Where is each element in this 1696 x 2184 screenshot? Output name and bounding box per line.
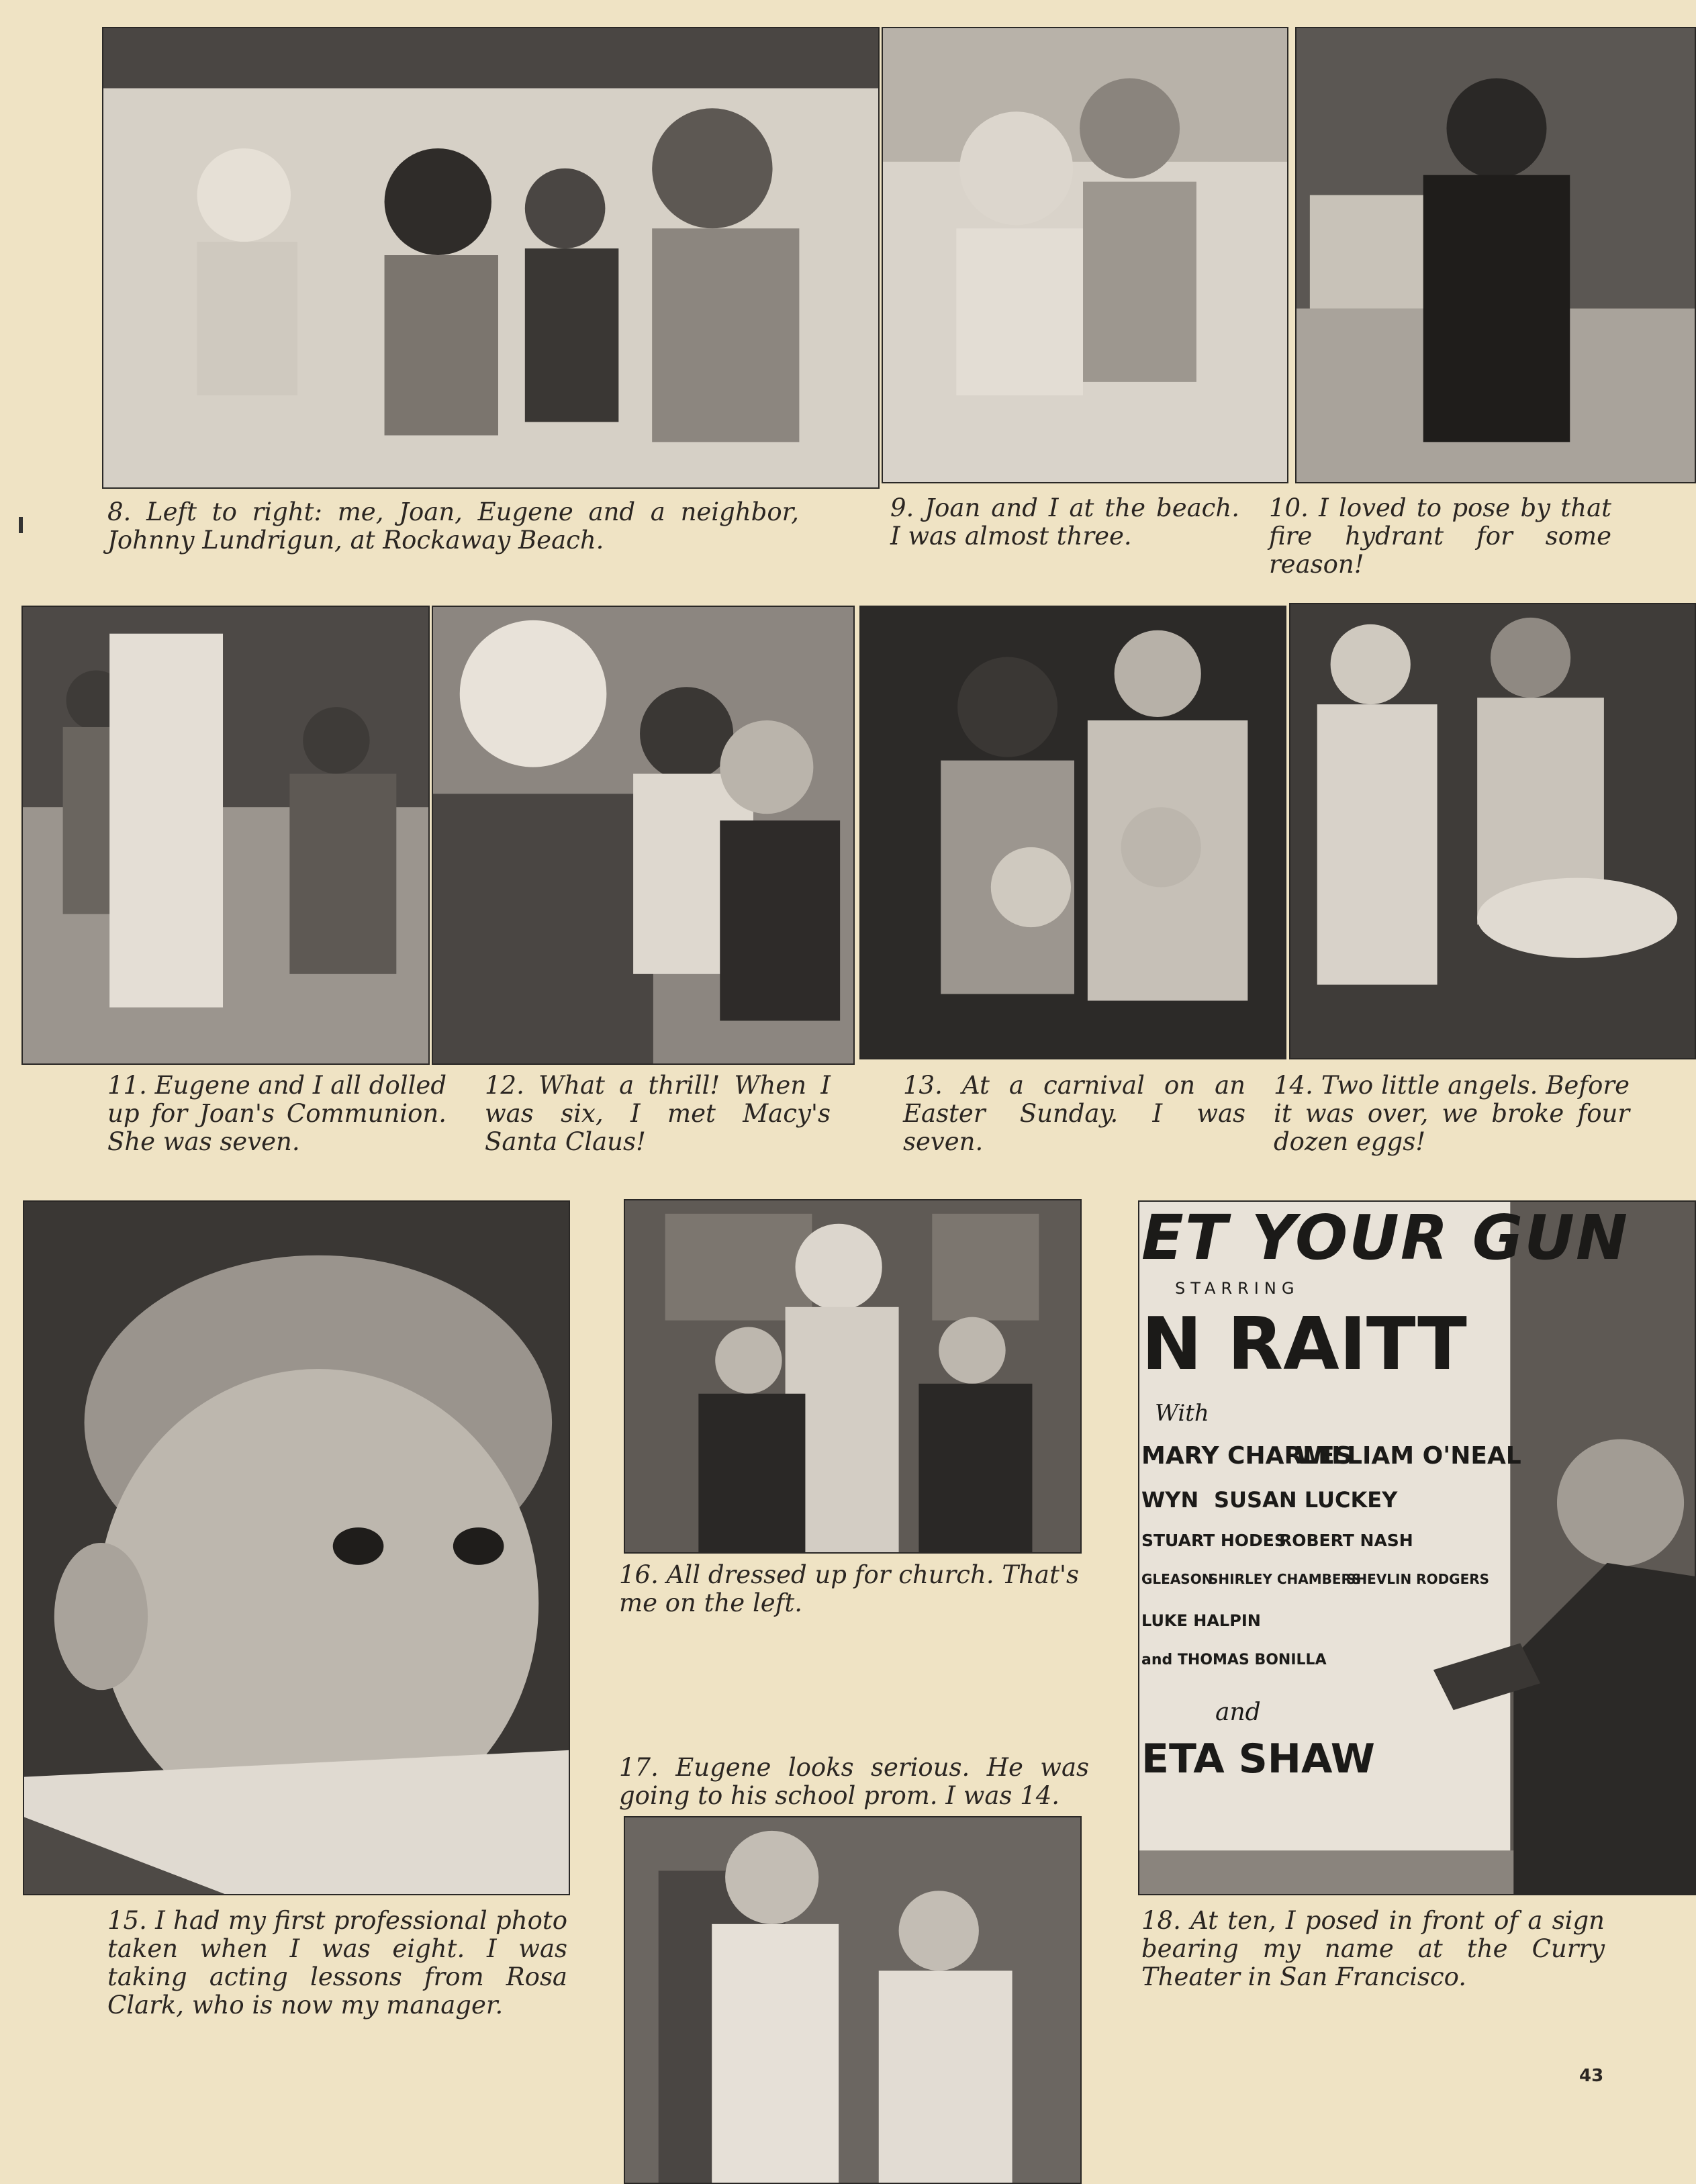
caption-10: 10. I loved to pose by that fire hydrant for some reason! [1269, 493, 1611, 579]
photo-8-beach-group [102, 27, 880, 489]
caption-12: 12. What a thrill! When I was six, I met Macy's Santa Claus! [485, 1071, 831, 1156]
photo-14-easter-eggs [1289, 603, 1696, 1059]
poster-star: N RAITT [1141, 1302, 1467, 1386]
photo-11-communion [21, 606, 430, 1065]
poster-row4c: SHEVLIN RODGERS [1346, 1571, 1490, 1587]
poster-title: ET YOUR GUN [1141, 1202, 1629, 1274]
photo-17-prom [624, 1816, 1082, 2184]
caption-13: 13. At a carnival on an Easter Sunday. I was seven. [903, 1071, 1245, 1156]
photo-15-portrait [23, 1200, 570, 1895]
caption-16: 16. All dressed up for church. That's me on the left. [619, 1560, 1079, 1617]
poster-row2a: WYN [1141, 1487, 1199, 1513]
poster-row4a: GLEASON [1141, 1571, 1213, 1587]
caption-9: 9. Joan and I at the beach. I was almost three. [890, 493, 1239, 551]
photo-10-fire-hydrant [1295, 27, 1696, 483]
poster-bottom: ETA SHAW [1141, 1736, 1375, 1783]
caption-14: 14. Two little angels. Before it was over, we broke four dozen eggs! [1274, 1071, 1630, 1156]
caption-17: 17. Eugene looks serious. He was going to his school prom. I was 14. [619, 1753, 1089, 1810]
poster-row6: and THOMAS BONILLA [1141, 1652, 1327, 1668]
poster-and: and [1215, 1699, 1261, 1726]
poster-row4b: SHIRLEY CHAMBERS [1209, 1571, 1362, 1587]
photo-12-santa-claus [432, 606, 855, 1065]
poster-row3a: STUART HODES [1141, 1531, 1286, 1550]
caption-18: 18. At ten, I posed in front of a sign bearing my name at the Curry Theater in San Francisco. [1141, 1906, 1605, 1991]
poster-row1a: MARY CHARLES [1141, 1442, 1352, 1470]
poster-row5: LUKE HALPIN [1141, 1611, 1261, 1630]
poster-row2b: SUSAN LUCKEY [1214, 1487, 1398, 1513]
photo-16-church [624, 1199, 1082, 1554]
photo-13-carnival [859, 606, 1286, 1059]
margin-mark [19, 517, 23, 533]
caption-11: 11. Eugene and I all dolled up for Joan's Communion. She was seven. [107, 1071, 446, 1156]
page-number: 43 [1579, 2066, 1604, 2086]
caption-15: 15. I had my first professional photo taken when I was eight. I was taking acting lessons from Rosa Clark, who is now my manager. [107, 1906, 567, 2020]
poster-starring: STARRING [1175, 1279, 1300, 1298]
caption-8: 8. Left to right: me, Joan, Eugene and a neighbor, Johnny Lundrigun, at Rockaway Beach. [107, 497, 799, 555]
poster-with: With [1155, 1400, 1209, 1427]
poster-row3b: ROBERT NASH [1279, 1531, 1413, 1550]
poster-row1b: WILLIAM O'NEAL [1296, 1442, 1521, 1470]
photo-9-beach-joan [882, 27, 1288, 483]
